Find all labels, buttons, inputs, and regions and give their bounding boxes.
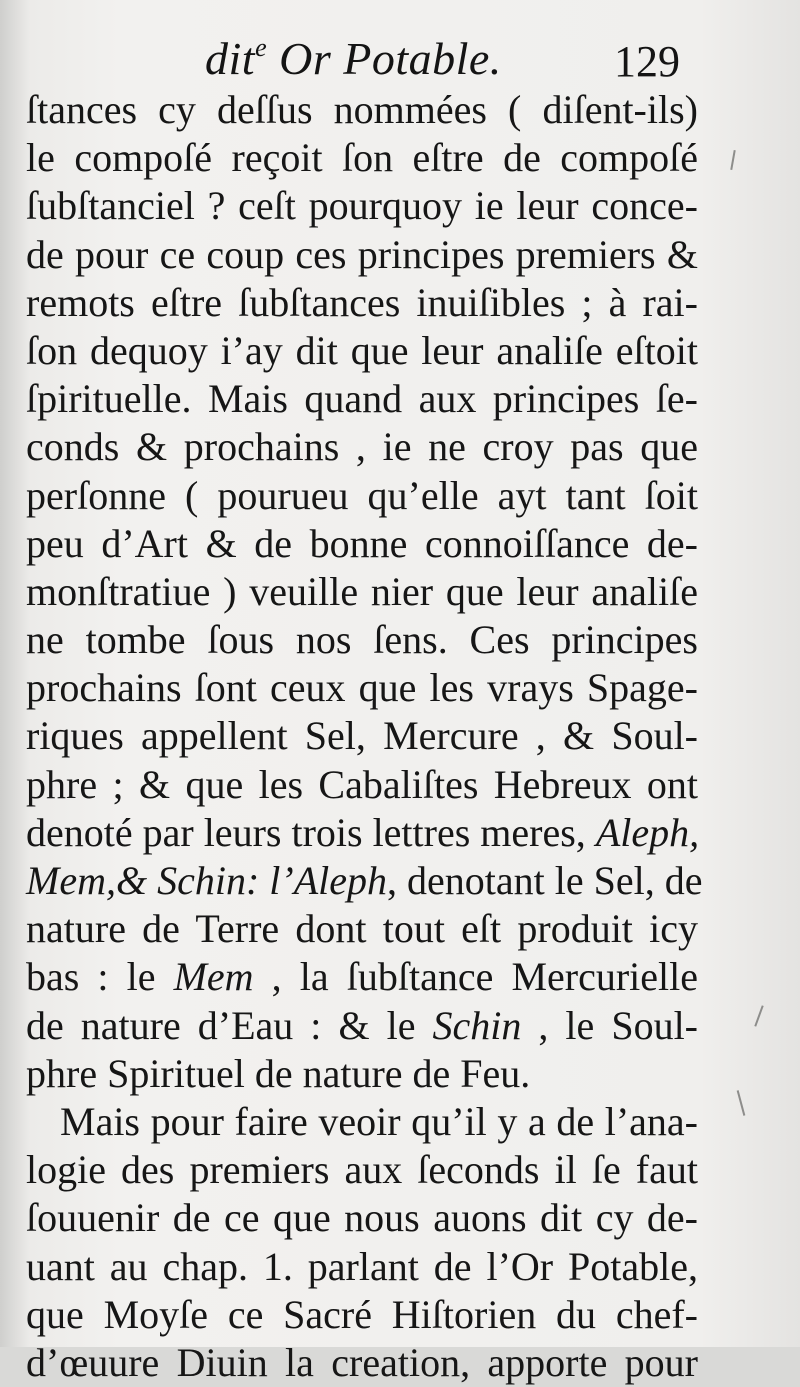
text-line: d’œuure Diuin la creation, apporte pour xyxy=(26,1339,698,1385)
text-line: ſon dequoy i’ay dit que leur analiſe eſtoit xyxy=(26,327,698,373)
running-head xyxy=(205,32,502,85)
text-line xyxy=(26,809,698,857)
text-line: riques appellent Sel, Mercure , & Soul- xyxy=(26,713,698,759)
text-run: de nature d’Eau : & le xyxy=(26,1002,433,1048)
text-line: phre ; & que les Cabaliſtes Hebreux ont xyxy=(26,761,698,807)
text-run: , denotant le Sel, de xyxy=(387,858,703,903)
text-line: peu d’Art & de bonne connoiſſance de- xyxy=(26,520,698,566)
text-line: ſouuenir de ce que nous auons dit cy de- xyxy=(26,1195,698,1241)
text-line: nature de Terre dont tout eſt produit icy xyxy=(26,906,698,952)
italic-hebrew-letter: Mem xyxy=(173,954,254,1000)
body-text xyxy=(26,86,703,1387)
text-line: le compoſé reçoit ſon eſtre de compoſé xyxy=(26,135,698,181)
running-head-superscript: e xyxy=(255,33,268,62)
italic-hebrew-letter: Aleph, xyxy=(595,809,700,855)
text-run: , le Soul- xyxy=(521,1002,698,1048)
margin-mark xyxy=(754,1005,763,1026)
margin-mark xyxy=(737,1090,746,1116)
text-line: que Moyſe ce Sacré Hiſtorien du chef- xyxy=(26,1291,698,1337)
text-line xyxy=(26,953,698,1001)
page-number: 129 xyxy=(614,37,680,86)
paragraph-first-line: Mais pour faire veoir qu’il y a de l’ana- xyxy=(60,1098,698,1144)
text-line xyxy=(26,1002,698,1050)
text-line: uant au chap. 1. parlant de l’Or Potable, xyxy=(26,1243,698,1289)
paragraph-end-line: phre Spirituel de nature de Feu. xyxy=(26,1050,531,1096)
running-head-title: Or Potable. xyxy=(267,33,502,84)
text-line: de pour ce coup ces principes premiers & xyxy=(26,231,698,277)
text-run: bas : le xyxy=(26,954,174,1000)
text-line: monſtratiue ) veuille nier que leur analiſe xyxy=(26,568,698,614)
text-line: ſtances cy deſſus nommées ( diſent-ils) xyxy=(26,87,698,132)
text-line: prochains ſont ceux que les vrays Spage- xyxy=(26,665,698,711)
text-run: , la ſubſtance Mercurielle xyxy=(253,954,699,1000)
running-head-prefix: dit xyxy=(205,33,256,84)
text-line: logie des premiers aux ſeconds il ſe faut xyxy=(26,1147,698,1193)
text-run: denoté par leurs trois lettres meres, xyxy=(26,809,596,855)
text-line: perſonne ( pourueu qu’elle ayt tant ſoit xyxy=(26,472,698,518)
italic-hebrew-letter: Schin xyxy=(432,1002,522,1048)
text-line: ſpirituelle. Mais quand aux principes ſe- xyxy=(26,376,698,422)
margin-mark xyxy=(730,150,735,170)
page-header xyxy=(0,26,800,86)
text-line: remots eſtre ſubſtances inuiſibles ; à rai- xyxy=(26,279,698,325)
italic-hebrew-letters: Mem,& Schin: l’Aleph xyxy=(26,858,387,903)
text-line: ſubſtanciel ? ceſt pourquoy ie leur conce- xyxy=(26,183,698,229)
text-line xyxy=(26,857,703,905)
text-line: ne tombe ſous nos ſens. Ces principes xyxy=(26,617,698,663)
text-line: conds & prochains , ie ne croy pas que xyxy=(26,424,698,470)
